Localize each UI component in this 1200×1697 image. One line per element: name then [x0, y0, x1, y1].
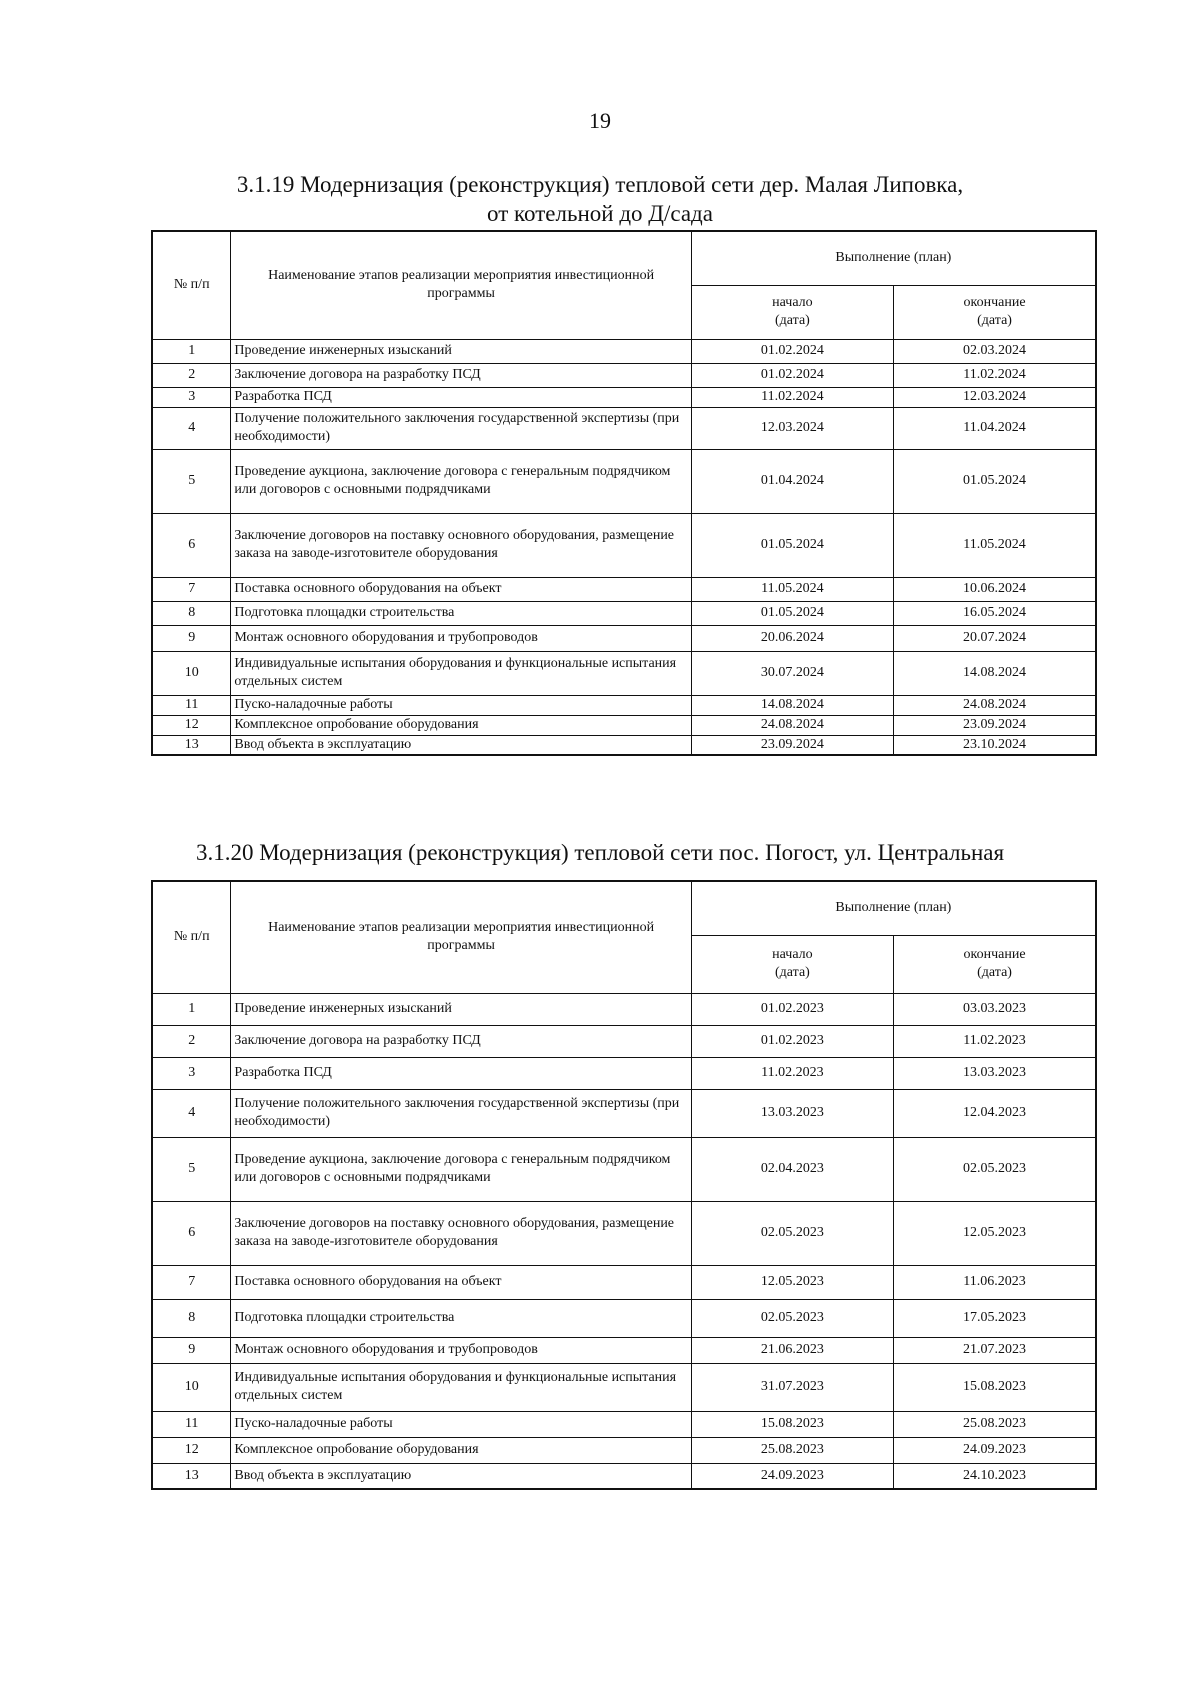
header-start-line: начало: [772, 295, 813, 310]
end-date: 02.05.2023: [894, 1137, 1096, 1201]
stage-name: Комплексное опробование оборудования: [231, 1437, 691, 1463]
table-row: [152, 1463, 1096, 1489]
section-title-line: 3.1.20 Модернизация (реконструкция) тепловой сети пос. Погост, ул. Центральная: [195, 840, 1005, 865]
header-start-line: начало: [772, 947, 813, 962]
start-date: 12.05.2023: [691, 1265, 893, 1299]
stage-name: Проведение инженерных изысканий: [231, 339, 691, 363]
start-date: 23.09.2024: [691, 735, 893, 755]
end-date: 11.02.2023: [894, 1025, 1096, 1057]
end-date: 14.08.2024: [894, 651, 1096, 695]
end-date: 24.09.2023: [894, 1437, 1096, 1463]
header-start-label: [695, 946, 890, 982]
table-row: [152, 715, 1096, 735]
row-number: 8: [152, 1299, 231, 1337]
start-date: 25.08.2023: [691, 1437, 893, 1463]
header-start-label: [695, 294, 890, 330]
table-row: [152, 601, 1096, 625]
header-end-label: [897, 946, 1092, 982]
table-row: [152, 1089, 1096, 1137]
header-end-date: [894, 935, 1096, 993]
row-number: 4: [152, 1089, 231, 1137]
row-number: 10: [152, 1363, 231, 1411]
row-number: 2: [152, 363, 231, 387]
stage-name: Подготовка площадки строительства: [231, 1299, 691, 1337]
header-start-date: [691, 285, 893, 339]
table-row: [152, 1265, 1096, 1299]
stage-name: Поставка основного оборудования на объект: [231, 577, 691, 601]
row-number: 1: [152, 993, 231, 1025]
table-row: [152, 651, 1096, 695]
row-number: 3: [152, 1057, 231, 1089]
row-number: 13: [152, 735, 231, 755]
row-number: 10: [152, 651, 231, 695]
row-number: 7: [152, 1265, 231, 1299]
header-number: № п/п: [152, 231, 231, 339]
end-date: 16.05.2024: [894, 601, 1096, 625]
stage-name: Пуско-наладочные работы: [231, 1411, 691, 1437]
section-title-line: 3.1.19 Модернизация (реконструкция) тепловой сети дер. Малая Липовка,: [236, 172, 964, 197]
header-execution-plan: Выполнение (план): [691, 231, 1096, 285]
row-number: 2: [152, 1025, 231, 1057]
stage-name: Монтаж основного оборудования и трубопроводов: [231, 1337, 691, 1363]
row-number: 12: [152, 1437, 231, 1463]
stage-name: Проведение аукциона, заключение договора с генеральным подрядчиком или договоров с основными подрядчиками: [231, 449, 691, 513]
table-row: [152, 695, 1096, 715]
stage-name: Пуско-наладочные работы: [231, 695, 691, 715]
end-date: 13.03.2023: [894, 1057, 1096, 1089]
table-row: [152, 1437, 1096, 1463]
schedule-table: [151, 230, 1097, 756]
row-number: 1: [152, 339, 231, 363]
start-date: 11.05.2024: [691, 577, 893, 601]
table-row: [152, 577, 1096, 601]
table-row: [152, 1411, 1096, 1437]
end-date: 02.03.2024: [894, 339, 1096, 363]
table-row: [152, 625, 1096, 651]
header-end-date: [894, 285, 1096, 339]
stage-name: Поставка основного оборудования на объект: [231, 1265, 691, 1299]
stage-name: Ввод объекта в эксплуатацию: [231, 1463, 691, 1489]
start-date: 11.02.2024: [691, 387, 893, 407]
start-date: 14.08.2024: [691, 695, 893, 715]
row-number: 11: [152, 695, 231, 715]
start-date: 01.02.2024: [691, 339, 893, 363]
row-number: 6: [152, 513, 231, 577]
start-date: 30.07.2024: [691, 651, 893, 695]
header-number: № п/п: [152, 881, 231, 993]
start-date: 31.07.2023: [691, 1363, 893, 1411]
end-date: 12.04.2023: [894, 1089, 1096, 1137]
end-date: 03.03.2023: [894, 993, 1096, 1025]
start-date: 20.06.2024: [691, 625, 893, 651]
stage-name: Заключение договора на разработку ПСД: [231, 1025, 691, 1057]
section-title-2: [0, 838, 1200, 867]
header-start-date: [691, 935, 893, 993]
start-date: 02.05.2023: [691, 1299, 893, 1337]
section-title-line: от котельной до Д/сада: [487, 201, 713, 226]
end-date: 10.06.2024: [894, 577, 1096, 601]
header-end-line: (дата): [977, 965, 1012, 980]
end-date: 12.05.2023: [894, 1201, 1096, 1265]
start-date: 01.02.2023: [691, 1025, 893, 1057]
start-date: 01.05.2024: [691, 513, 893, 577]
header-end-line: (дата): [977, 313, 1012, 328]
row-number: 8: [152, 601, 231, 625]
table-row: [152, 407, 1096, 449]
table-row: [152, 1057, 1096, 1089]
start-date: 01.05.2024: [691, 601, 893, 625]
row-number: 5: [152, 449, 231, 513]
table-row: [152, 1137, 1096, 1201]
start-date: 01.02.2024: [691, 363, 893, 387]
end-date: 01.05.2024: [894, 449, 1096, 513]
row-number: 13: [152, 1463, 231, 1489]
header-end-line: окончание: [963, 295, 1026, 310]
row-number: 4: [152, 407, 231, 449]
start-date: 01.02.2023: [691, 993, 893, 1025]
start-date: 01.04.2024: [691, 449, 893, 513]
table-row: [152, 993, 1096, 1025]
table-row: [152, 1201, 1096, 1265]
header-end-label: [897, 294, 1092, 330]
stage-name: Комплексное опробование оборудования: [231, 715, 691, 735]
row-number: 9: [152, 625, 231, 651]
start-date: 11.02.2023: [691, 1057, 893, 1089]
stage-name: Подготовка площадки строительства: [231, 601, 691, 625]
stage-name: Монтаж основного оборудования и трубопроводов: [231, 625, 691, 651]
table-row: [152, 1337, 1096, 1363]
table-row: [152, 339, 1096, 363]
table-row: [152, 1025, 1096, 1057]
row-number: 7: [152, 577, 231, 601]
table-row: [152, 1363, 1096, 1411]
end-date: 12.03.2024: [894, 387, 1096, 407]
row-number: 6: [152, 1201, 231, 1265]
table-row: [152, 363, 1096, 387]
table-row: [152, 449, 1096, 513]
end-date: 21.07.2023: [894, 1337, 1096, 1363]
stage-name: Заключение договора на разработку ПСД: [231, 363, 691, 387]
start-date: 15.08.2023: [691, 1411, 893, 1437]
end-date: 20.07.2024: [894, 625, 1096, 651]
stage-name: Получение положительного заключения государственной экспертизы (при необходимости): [231, 407, 691, 449]
start-date: 13.03.2023: [691, 1089, 893, 1137]
start-date: 02.04.2023: [691, 1137, 893, 1201]
stage-name: Разработка ПСД: [231, 387, 691, 407]
start-date: 12.03.2024: [691, 407, 893, 449]
header-stage-name: Наименование этапов реализации мероприятия инвестиционной программы: [231, 231, 691, 339]
end-date: 11.04.2024: [894, 407, 1096, 449]
row-number: 11: [152, 1411, 231, 1437]
page-number: 19: [589, 108, 611, 133]
row-number: 5: [152, 1137, 231, 1201]
table-row: [152, 513, 1096, 577]
header-start-line: (дата): [775, 313, 810, 328]
stage-name: Заключение договоров на поставку основного оборудования, размещение заказа на заводе-изготовителе оборудования: [231, 513, 691, 577]
end-date: 24.08.2024: [894, 695, 1096, 715]
table-row: [152, 387, 1096, 407]
end-date: 24.10.2023: [894, 1463, 1096, 1489]
end-date: 25.08.2023: [894, 1411, 1096, 1437]
stage-name: Проведение инженерных изысканий: [231, 993, 691, 1025]
row-number: 9: [152, 1337, 231, 1363]
stage-name: Заключение договоров на поставку основного оборудования, размещение заказа на заводе-изготовителе оборудования: [231, 1201, 691, 1265]
stage-name: Проведение аукциона, заключение договора с генеральным подрядчиком или договоров с основными подрядчиками: [231, 1137, 691, 1201]
section-title-1: [0, 170, 1200, 228]
header-start-line: (дата): [775, 965, 810, 980]
stage-name: Разработка ПСД: [231, 1057, 691, 1089]
end-date: 23.10.2024: [894, 735, 1096, 755]
schedule-table: [151, 880, 1097, 1490]
header-execution-plan: Выполнение (план): [691, 881, 1096, 935]
header-stage-name: Наименование этапов реализации мероприятия инвестиционной программы: [231, 881, 691, 993]
end-date: 15.08.2023: [894, 1363, 1096, 1411]
start-date: 24.08.2024: [691, 715, 893, 735]
start-date: 21.06.2023: [691, 1337, 893, 1363]
end-date: 11.06.2023: [894, 1265, 1096, 1299]
row-number: 12: [152, 715, 231, 735]
stage-name: Получение положительного заключения государственной экспертизы (при необходимости): [231, 1089, 691, 1137]
table-row: [152, 735, 1096, 755]
start-date: 24.09.2023: [691, 1463, 893, 1489]
end-date: 17.05.2023: [894, 1299, 1096, 1337]
end-date: 23.09.2024: [894, 715, 1096, 735]
table-row: [152, 1299, 1096, 1337]
end-date: 11.02.2024: [894, 363, 1096, 387]
stage-name: Индивидуальные испытания оборудования и функциональные испытания отдельных систем: [231, 651, 691, 695]
start-date: 02.05.2023: [691, 1201, 893, 1265]
end-date: 11.05.2024: [894, 513, 1096, 577]
stage-name: Индивидуальные испытания оборудования и функциональные испытания отдельных систем: [231, 1363, 691, 1411]
row-number: 3: [152, 387, 231, 407]
stage-name: Ввод объекта в эксплуатацию: [231, 735, 691, 755]
header-end-line: окончание: [963, 947, 1026, 962]
